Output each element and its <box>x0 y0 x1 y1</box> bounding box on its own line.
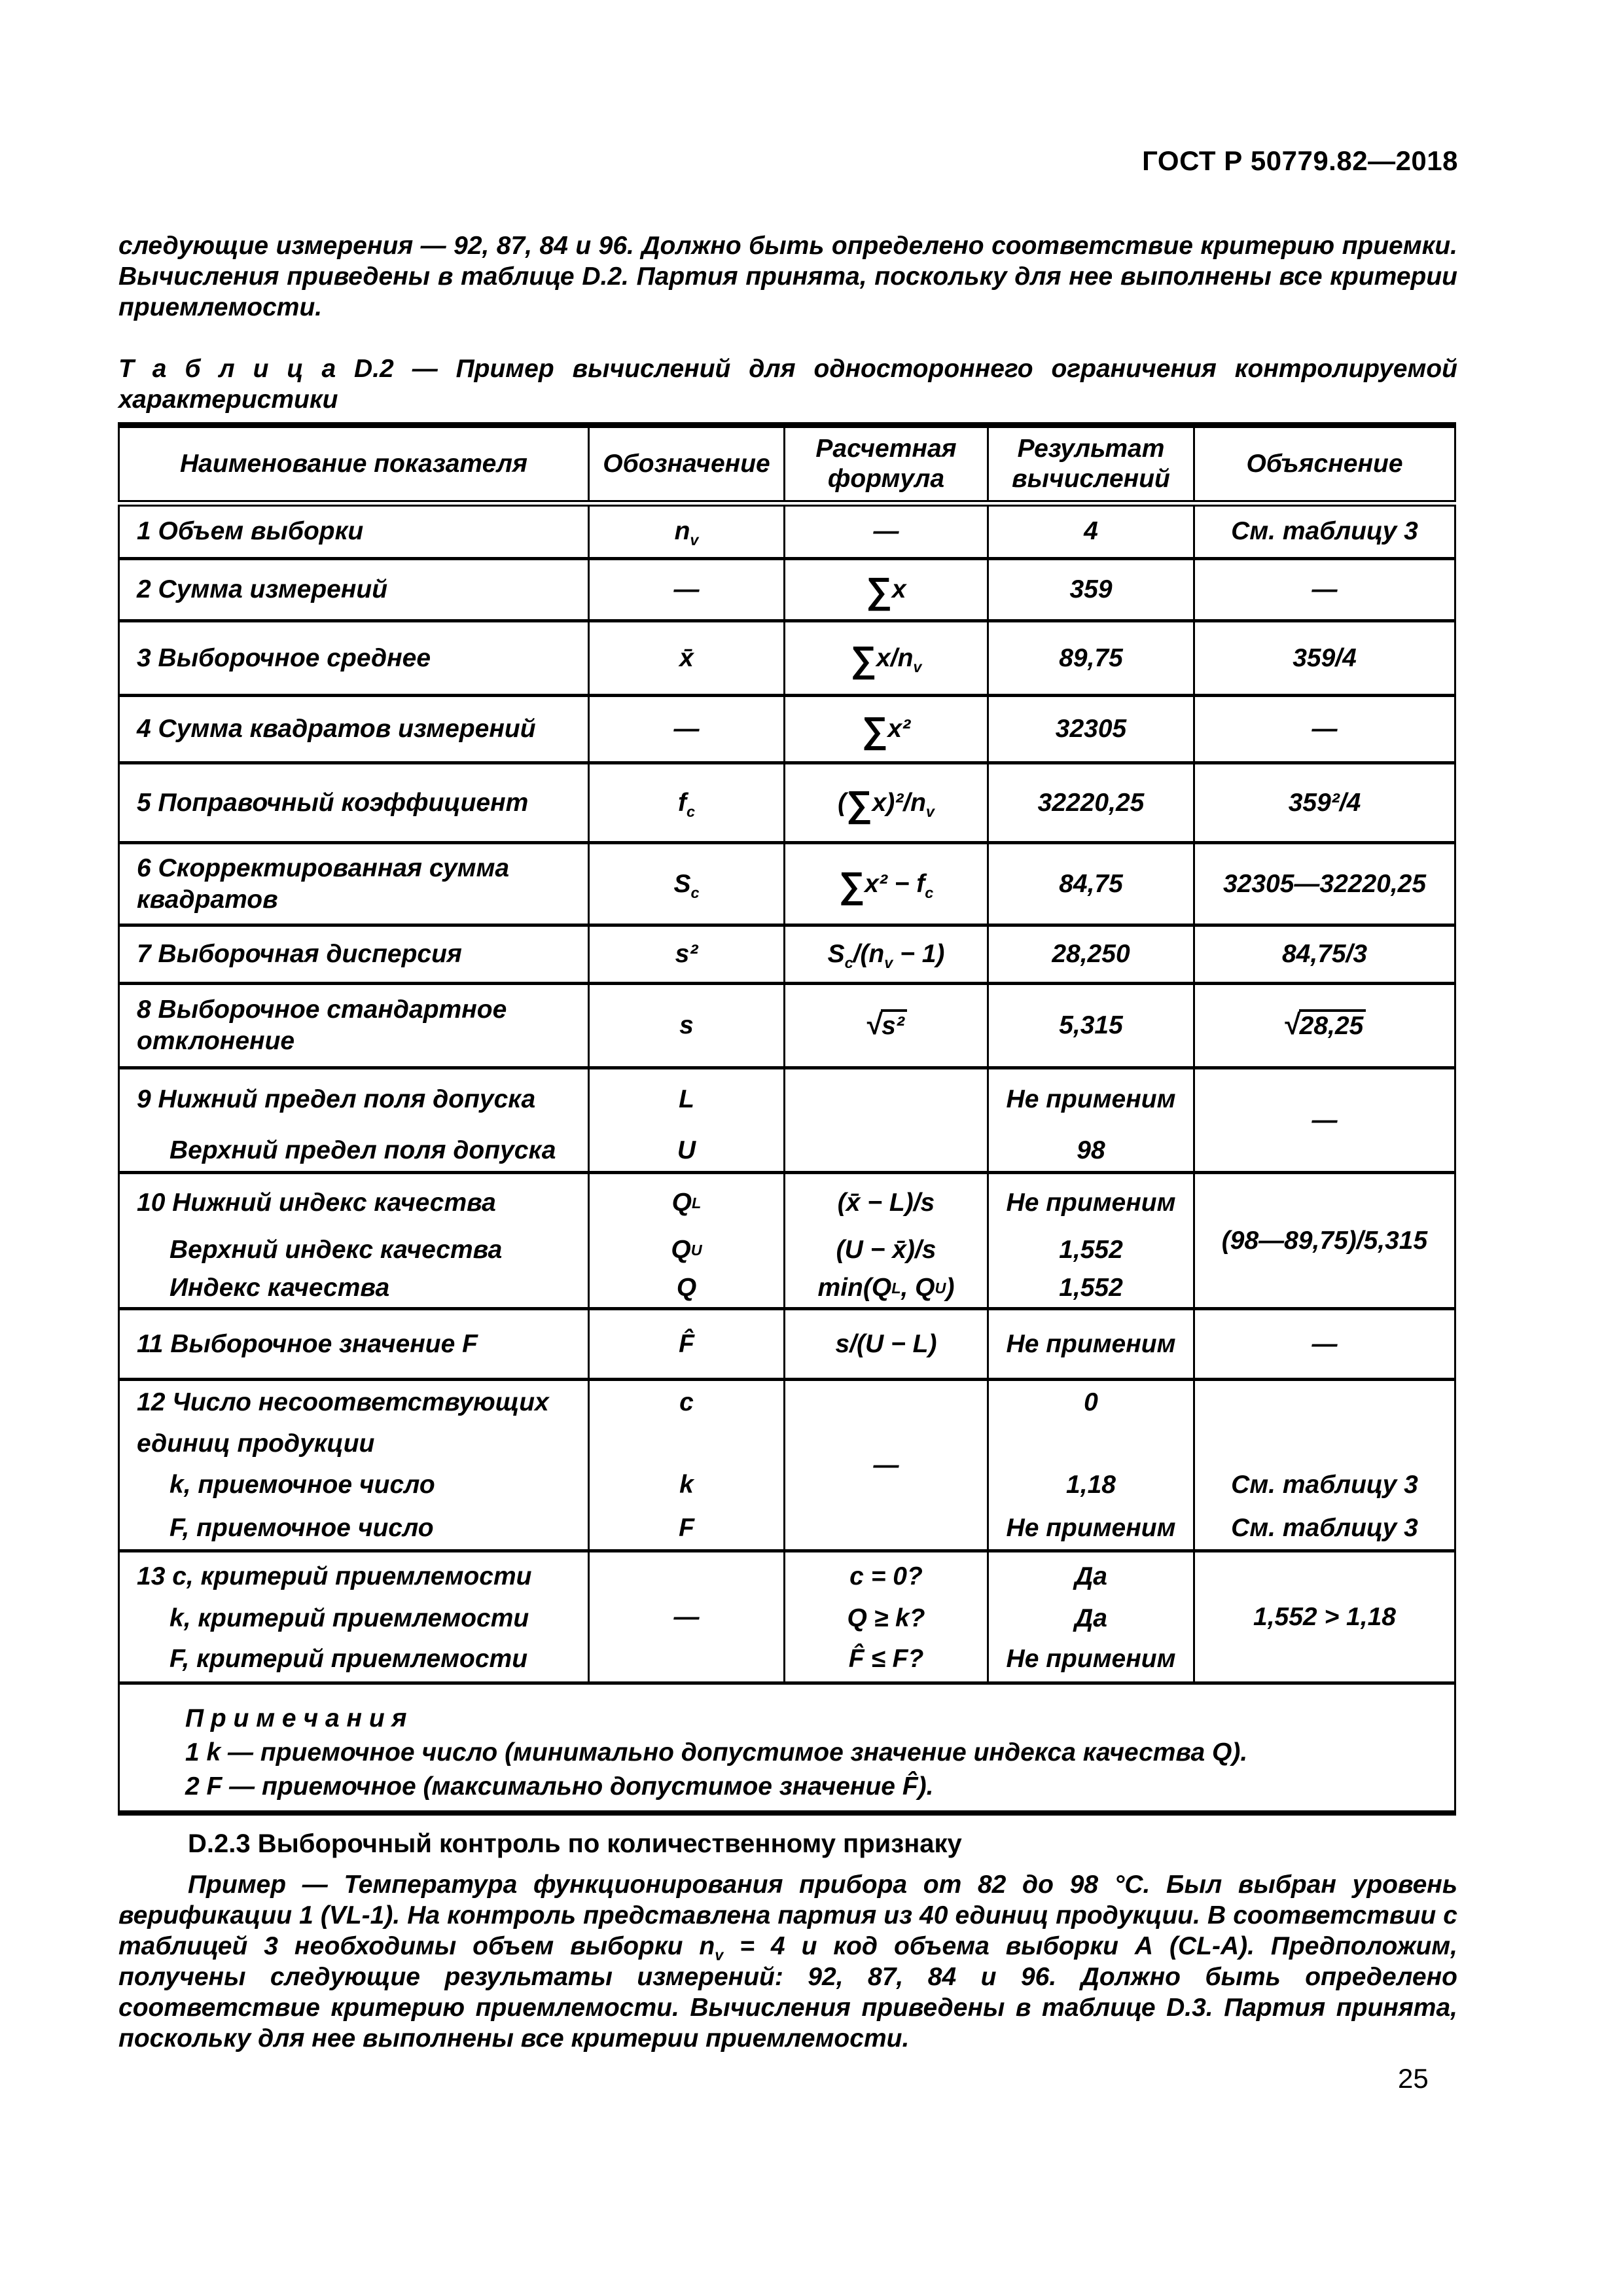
cell-line: Не применим <box>1006 1329 1176 1358</box>
cell-line: 3 Выборочное среднее <box>137 643 431 672</box>
cell-line <box>989 1424 1193 1463</box>
cell-line: Q <box>676 1273 697 1302</box>
cell-line: Не применим <box>1006 1189 1176 1217</box>
cell-name <box>119 559 589 621</box>
cell-line <box>590 1424 783 1463</box>
cell-line: 6 Скорректированная сумма <box>137 853 510 882</box>
cell-line: Верхний предел поля допуска <box>169 1136 556 1164</box>
table-row <box>119 696 1455 763</box>
cell-line: Q ≥ k? <box>847 1604 925 1632</box>
cell-line: — <box>673 1602 700 1631</box>
cell-line: F̂ <box>679 1329 694 1358</box>
cell-line: — <box>1311 715 1338 743</box>
cell-symbol <box>589 763 785 843</box>
cell-line: См. таблицу 3 <box>1231 1471 1418 1499</box>
cell-line: 11 Выборочное значение F <box>137 1329 478 1358</box>
column-header: Расчетная формула <box>785 425 988 503</box>
table-notes-row <box>119 1683 1455 1814</box>
cell-line: k, критерий приемлемости <box>169 1604 529 1632</box>
cell-line: — <box>873 517 899 546</box>
table-caption <box>118 353 1457 415</box>
cell-explanation <box>1194 503 1455 559</box>
cell-line: 9 Нижний предел поля допуска <box>137 1085 536 1113</box>
table-row <box>119 621 1455 696</box>
cell-line: — <box>1311 1105 1338 1134</box>
table-row <box>119 503 1455 559</box>
cell-explanation <box>1194 843 1455 925</box>
table-row <box>119 1551 1455 1683</box>
cell-explanation <box>1194 925 1455 984</box>
cell-explanation <box>1194 696 1455 763</box>
cell-line: $(\sum x)^2/n_v$ <box>838 783 935 824</box>
cell-explanation <box>1194 763 1455 843</box>
cell-line: Не применим <box>1006 1085 1176 1113</box>
cell-line: Q L <box>671 1189 702 1217</box>
cell-line: s/(U − L) <box>835 1329 937 1358</box>
cell-line: F, критерий приемлемости <box>169 1644 528 1673</box>
cell-line: отклонение <box>137 1027 295 1055</box>
cell-symbol <box>589 696 785 763</box>
cell-line: 89,75 <box>1059 643 1123 672</box>
cell-line: 84,75 <box>1059 869 1123 898</box>
cell-line: 98 <box>1077 1136 1105 1164</box>
cell-line: Индекс качества <box>169 1273 390 1302</box>
cell-line: F̂ ≤ F? <box>848 1644 924 1673</box>
cell-symbol <box>589 843 785 925</box>
table-row <box>119 925 1455 984</box>
table-row <box>119 763 1455 843</box>
cell-line: — <box>873 1450 899 1479</box>
cell-line: ∑x² <box>861 709 911 750</box>
cell-result <box>988 843 1194 925</box>
cell-name <box>119 1173 589 1309</box>
cell-name <box>119 503 589 559</box>
cell-formula <box>785 503 988 559</box>
cell-result <box>988 1068 1194 1173</box>
cell-line: — <box>1311 1329 1338 1358</box>
cell-line: 1,552 <box>1059 1273 1123 1302</box>
cell-line: min(Q L , Q U ) <box>817 1273 955 1302</box>
cell-line: L <box>679 1085 694 1113</box>
cell-line: F, приемочное число <box>169 1513 434 1542</box>
cell-line: s <box>679 1011 694 1039</box>
column-header: Результат вычислений <box>988 425 1194 503</box>
cell-symbol <box>589 559 785 621</box>
cell-line: U <box>677 1136 696 1164</box>
cell-name <box>119 1068 589 1173</box>
cell-line: Не применим <box>1006 1513 1176 1542</box>
cell-explanation <box>1194 559 1455 621</box>
cell-symbol <box>589 1380 785 1551</box>
cell-line: c = 0? <box>849 1562 923 1590</box>
cell-result <box>988 984 1194 1068</box>
cell-line: 1,552 <box>1059 1236 1123 1264</box>
cell-line: — <box>673 575 700 603</box>
cell-line: 12 Число несоответствующих <box>137 1388 549 1416</box>
cell-line: 359/4 <box>1293 643 1357 672</box>
cell-line: k, приемочное число <box>169 1471 435 1499</box>
table-row <box>119 1173 1455 1309</box>
cell-line: √s² <box>785 1009 987 1042</box>
cell-formula <box>785 621 988 696</box>
example-paragraph: Пример — Температура функционирования прибора от 82 до 98 °С. Был выбран уровень верификации 1 (VL-1). На контроль представлена партия из 40 единиц продукции. В соответствии с таблицей 3 необходимы объем выборки $n_v = 4$ и код объема выборки А (CL-A). Предположим, получены следующие результаты измерений: 92, 87, 84 и 96. Должно быть определено соответствие критерию приемлемости. Вычисления приведены в таблице D.3. Партия принята, поскольку для нее выполнены все критерии приемлемости. <box>118 1871 1457 2053</box>
cell-result <box>988 763 1194 843</box>
cell-line: 4 <box>1084 517 1098 546</box>
cell-formula <box>785 925 988 984</box>
cell-line: 1 Объем выборки <box>137 517 364 546</box>
cell-line: Да <box>1075 1562 1107 1590</box>
cell-result <box>988 621 1194 696</box>
cell-line: $f_c$ <box>677 788 695 820</box>
cell-line: $\sum x^2 - f_c$ <box>838 864 934 905</box>
cell-formula <box>785 559 988 621</box>
cell-name <box>119 1309 589 1380</box>
cell-result <box>988 696 1194 763</box>
cell-line: Да <box>1075 1604 1107 1632</box>
cell-explanation <box>1194 1380 1455 1551</box>
table-caption-text: Пример вычислений для одностороннего ограничения контролируемой характеристики <box>118 355 1457 414</box>
cell-symbol <box>589 984 785 1068</box>
cell-formula <box>785 1068 988 1173</box>
cell-symbol <box>589 1068 785 1173</box>
cell-explanation <box>1194 1068 1455 1173</box>
cell-line: ∑x <box>866 569 906 611</box>
cell-line: 5,315 <box>1059 1011 1123 1039</box>
cell-line: 13 c, критерий приемлемости <box>137 1562 532 1590</box>
cell-result <box>988 503 1194 559</box>
cell-formula <box>785 1309 988 1380</box>
cell-formula <box>785 696 988 763</box>
cell-line: См. таблицу 3 <box>1231 1513 1418 1542</box>
cell-line: (98—89,75)/5,315 <box>1221 1226 1428 1255</box>
cell-line: 32220,25 <box>1037 788 1145 817</box>
cell-name <box>119 843 589 925</box>
table-row <box>119 843 1455 925</box>
cell-name <box>119 1380 589 1551</box>
cell-line: (U − x̄)/s <box>836 1236 936 1264</box>
cell-formula <box>785 763 988 843</box>
cell-line: 0 <box>1084 1388 1098 1416</box>
cell-formula <box>785 1173 988 1309</box>
cell-formula <box>785 984 988 1068</box>
cell-line: $S_c/(n_v - 1)$ <box>827 940 945 971</box>
section-heading: D.2.3 Выборочный контроль по количественному признаку <box>188 1829 962 1858</box>
cell-line: 1,552 > 1,18 <box>1253 1602 1396 1631</box>
table-row <box>119 1309 1455 1380</box>
cell-line: 4 Сумма квадратов измерений <box>137 715 536 743</box>
cell-formula <box>785 1380 988 1551</box>
cell-line: 1,18 <box>1066 1471 1116 1499</box>
cell-symbol <box>589 925 785 984</box>
table-caption-label: Т а б л и ц а D.2 <box>118 355 394 383</box>
cell-line: 359 <box>1069 575 1113 603</box>
cell-symbol <box>589 621 785 696</box>
cell-result <box>988 1309 1194 1380</box>
cell-explanation <box>1194 984 1455 1068</box>
cell-result <box>988 1380 1194 1551</box>
calc-table <box>118 422 1456 1816</box>
cell-line: s² <box>675 940 698 968</box>
cell-symbol <box>589 503 785 559</box>
cell-line: $S_c$ <box>673 869 700 901</box>
cell-line <box>1195 1381 1454 1424</box>
cell-line: c <box>679 1388 694 1416</box>
column-header: Наименование показателя <box>119 425 589 503</box>
cell-name <box>119 984 589 1068</box>
cell-result <box>988 925 1194 984</box>
cell-line: — <box>1311 575 1338 603</box>
cell-line: F <box>679 1513 694 1542</box>
cell-formula <box>785 1551 988 1683</box>
cell-line: 32305—32220,25 <box>1222 869 1427 898</box>
cell-explanation <box>1194 621 1455 696</box>
table-row <box>119 1068 1455 1173</box>
cell-line: $n_v$ <box>674 517 699 549</box>
table-row <box>119 984 1455 1068</box>
cell-result <box>988 1551 1194 1683</box>
cell-symbol <box>589 1551 785 1683</box>
cell-symbol <box>589 1309 785 1380</box>
column-header: Объяснение <box>1194 425 1455 503</box>
cell-line: — <box>673 715 700 743</box>
cell-result <box>988 559 1194 621</box>
cell-explanation <box>1194 1309 1455 1380</box>
table-row <box>119 559 1455 621</box>
cell-name <box>119 1551 589 1683</box>
cell-line: 5 Поправочный коэффициент <box>137 788 529 817</box>
cell-line: квадратов <box>137 885 278 914</box>
cell-line: 359²/4 <box>1288 788 1361 817</box>
cell-line: Не применим <box>1006 1644 1176 1673</box>
notes-title: П р и м е ч а н и я <box>185 1704 407 1732</box>
cell-formula <box>785 843 988 925</box>
table-caption-dash: — <box>412 355 438 383</box>
cell-line: 32305 <box>1055 715 1127 743</box>
table-header-row <box>119 425 1455 503</box>
cell-line: √28,25 <box>1195 1009 1454 1042</box>
cell-explanation <box>1194 1173 1455 1309</box>
cell-symbol <box>589 1173 785 1309</box>
cell-line: Верхний индекс качества <box>169 1236 503 1264</box>
intro-paragraph: следующие измерения — 92, 87, 84 и 96. Должно быть определено соответствие критерию приемки. Вычисления приведены в таблице D.2. Партия принята, поскольку для нее выполнены все критерии приемлемости. <box>118 232 1457 321</box>
cell-line: k <box>679 1471 694 1499</box>
column-header: Обозначение <box>589 425 785 503</box>
cell-line: См. таблицу 3 <box>1231 517 1418 546</box>
table-row <box>119 1380 1455 1551</box>
notes-item: 2 F — приемочное (максимально допустимое значение F̂). <box>185 1772 934 1801</box>
cell-line: (x̄ − L)/s <box>837 1189 935 1217</box>
cell-name <box>119 925 589 984</box>
document-code: ГОСТ Р 50779.82—2018 <box>1142 145 1458 176</box>
cell-name <box>119 621 589 696</box>
cell-line: 8 Выборочное стандартное <box>137 996 507 1024</box>
cell-explanation <box>1194 1551 1455 1683</box>
cell-name <box>119 763 589 843</box>
cell-line: 2 Сумма измерений <box>137 575 388 603</box>
page-number: 25 <box>1398 2063 1429 2094</box>
table-notes-cell <box>119 1683 1455 1814</box>
cell-name <box>119 696 589 763</box>
cell-result <box>988 1173 1194 1309</box>
notes-item: 1 k — приемочное число (минимально допустимое значение индекса качества Q). <box>185 1738 1248 1767</box>
cell-line: $\sum x/n_v$ <box>850 638 922 679</box>
cell-line: 84,75/3 <box>1281 940 1368 968</box>
cell-line: 7 Выборочная дисперсия <box>137 940 462 968</box>
cell-line: 28,250 <box>1052 940 1130 968</box>
cell-line: 10 Нижний индекс качества <box>137 1189 496 1217</box>
cell-line: единиц продукции <box>137 1429 375 1458</box>
cell-line <box>1195 1424 1454 1463</box>
cell-line: x̄ <box>679 643 694 672</box>
cell-line: Q U <box>671 1236 702 1264</box>
